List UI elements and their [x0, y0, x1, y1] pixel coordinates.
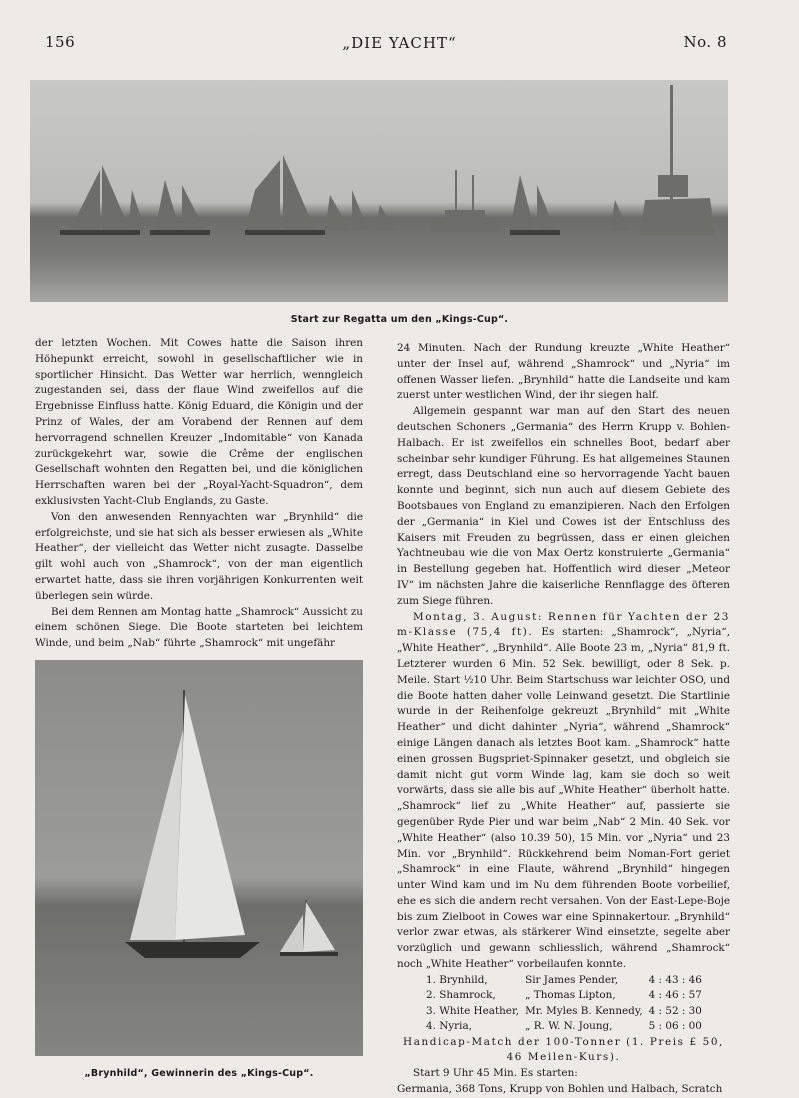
journal-title: „DIE YACHT“: [342, 34, 457, 52]
paragraph: Allgemein gespannt war man auf den Start des neuen deutschen Schoners „Germania“ des Herrn Krupp v. Bohlen-Halbach. Er ist zweifellos ein schnelles Boot, bedarf aber scheinbar sehr kundiger Führung. Es hat allgemeines Staunen erregt, dass Deutschland eine so hervorragende Yacht bauen konnte und beginnt, sich nun auch auf diesem Gebiete des Bootsbaues von England zu emanzipieren. Nach den Erfolgen der „Germania“ in Kiel und Cowes ist der Entschluss des Kaisers mit Freuden zu begrüssen, dass er einen gleichen Yachtneubau wie die von Max Oertz konstruierte „Germania“ in Bestellung gegeben hat. Hoffentlich wird dieser „Meteor IV“ im nächsten Jahre die kaiserliche Rennflagge des öfteren zum Siege führen.: [397, 405, 730, 607]
race-report: Es starten: „Shamrock“, „Nyria“, „White Heather“, „Brynhild“. Alle Boote 23 m, „Nyria“ 81,9 ft. Letzterer wurden 6 Min. 52 Sek. bewilligt, oder 8 Sek. p. Meile. Start ½10 Uhr. Beim Startschuss war leichter OSO, und die Boote hatten daher volle Leinwand gesetzt. Die Startlinie wurde in der Reihenfolge gekreuzt „Brynhild“ mit „White Heather“ und dicht dahinter „Nyria“, während „Shamrock“ einige Längen danach als letztes Boot kam. „Shamrock“ hatte einen grossen Bugspriet-Spinnaker gesetzt, und obgleich sie damit nicht gut vorm Winde lag, kam sie doch so weit vorwärts, dass sie alle bis auf „White Heather“ überholt hatte. „Shamrock“ lief zu „White Heather“ auf, passierte sie gegenüber Ryde Pier und war beim „Nab“ 2 Min. 40 Sek. vor „White Heather“ (also 10.39 50), 15 Min. vor „Nyria“ und 23 Min. vor „Brynhild“. Rückkehrend beim Noman-Fort geriet „Shamrock“ in eine Flaute, während „Brynhild“ hingegen unter Wind kam und im Nu dem führenden Boote vorbeilief, ehe es sich die andern recht versahen. Von der East-Lepe-Boje bis zum Zielboot in Cowes war eine Spinnakertour. „Brynhild“ verlor zwar etwas, als stärkerer Wind einsetzte, segelte aber vorzüglich und gewann schliesslich, während „Shamrock“ noch „White Heather“ vorbeilaufen konnte.: [397, 626, 731, 971]
table-row: 2. Shamrock, „ Thomas Lipton, 4 : 46 : 57: [426, 989, 702, 1002]
page-number: 156: [45, 33, 76, 51]
paragraph: Von den anwesenden Rennyachten war „Brynhild“ die erfolgreichste, und sie hat sich als besser erwiesen als „White Heather“, der vielleicht das Wetter nicht zusagte. Dasselbe gilt wohl auch von „Shamrock“, von der man eigentlich erwartet hatte, dass sie ihren vorjährigen Konkurrenten weit überlegen sein würde.: [35, 510, 363, 602]
results-table: [426, 973, 708, 1035]
start-line: Start 9 Uhr 45 Min. Es starten:: [413, 1067, 578, 1080]
brynhild-photo: [35, 660, 363, 1056]
figure-caption-start: Start zur Regatta um den „Kings-Cup“.: [290, 314, 509, 325]
paragraph: 24 Minuten. Nach der Rundung kreuzte „White Heather“ unter der Insel auf, während „Shamrock“ und „Nyria“ im offenen Wasser liefen. „Brynhild“ hatte die Landseite und kam zuerst unter westlichen Wind, der ihr siegen half.: [397, 342, 730, 402]
race-heading: Montag, 3. August: Rennen für Yachten der 23 m-Klasse (75,4 ft).: [397, 610, 730, 639]
left-column: [35, 336, 363, 652]
handicap-heading: Handicap-Match der 100-Tonner (1. Preis £ 50, 46 Meilen-Kurs).: [403, 1035, 724, 1064]
right-column: [397, 341, 730, 1098]
table-row: 1. Brynhild, Sir James Pender, 4 : 43 : 46: [426, 973, 702, 986]
paragraph: der letzten Wochen. Mit Cowes hatte die Saison ihren Höhepunkt erreicht, sowohl in gesellschaftlicher wie in sportlicher Hinsicht. Das Wetter war herrlich, wenngleich zugestanden sei, dass der flaue Wind zweifellos auf die Ergebnisse Einfluss hatte. König Eduard, die Königin und der Prinz of Wales, der am Vorabend der Rennen auf dem hervorragend schnellen Kreuzer „Indomitable“ von Kanada zurückgekehrt war, sowie die Crême der englischen Gesellschaft wohnten den Regatten bei, und die königlichen Herrschaften waren bei der „Royal-Yacht-Squadron“, dem exklusivsten Yacht-Club Englands, zu Gaste.: [35, 337, 363, 507]
table-row: 4. Nyria, „ R. W. N. Joung, 5 : 06 : 00: [426, 1020, 702, 1033]
paragraph: Bei dem Rennen am Montag hatte „Shamrock“ Aussicht zu einem schönen Siege. Die Boote starteten bei leichtem Winde, und beim „Nab“ führte „Shamrock“ mit ungefähr: [35, 605, 363, 650]
figure-caption-brynhild: „Brynhild“, Gewinnerin des „Kings-Cup“.: [84, 1068, 314, 1079]
entry-line: Germania, 368 Tons, Krupp von Bohlen und Halbach, Scratch: [397, 1082, 723, 1095]
regatta-start-photo: [30, 80, 728, 302]
table-row: 3. White Heather, Mr. Myles B. Kennedy, 4 : 52 : 30: [426, 1004, 702, 1017]
issue-number: No. 8: [683, 33, 727, 51]
